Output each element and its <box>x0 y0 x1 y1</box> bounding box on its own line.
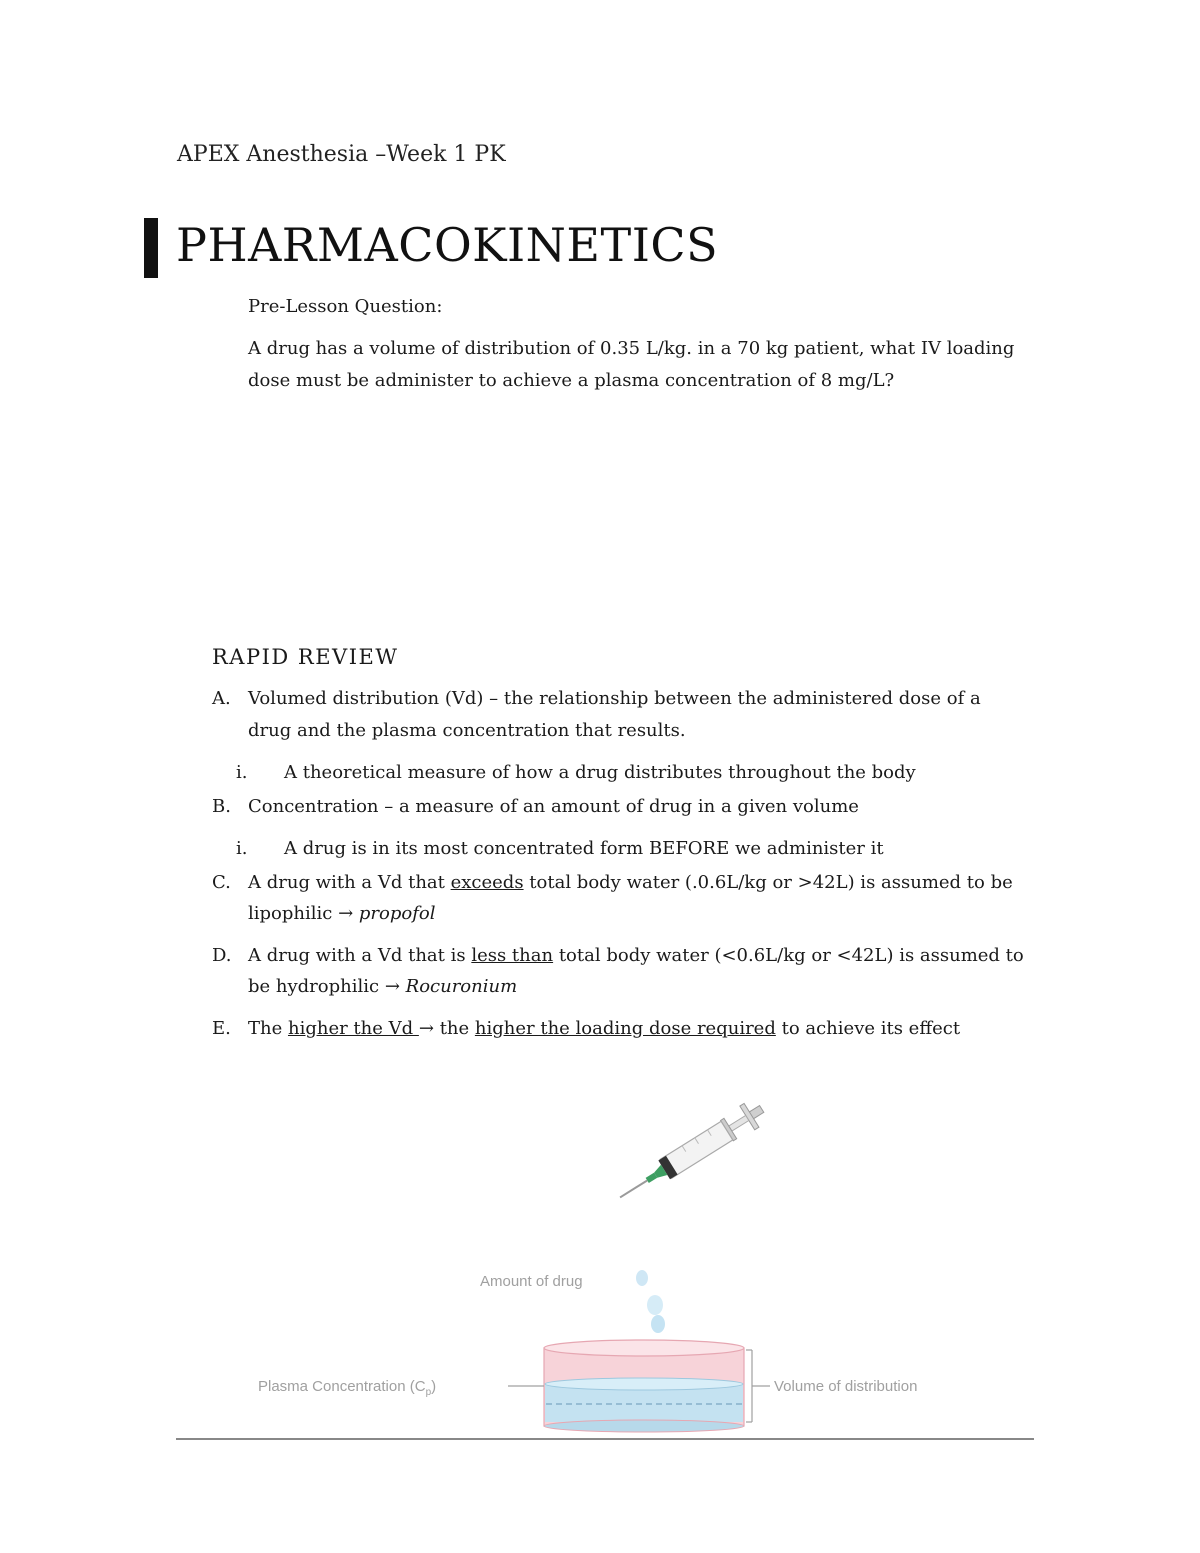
item-d-pre: A drug with a Vd that is <box>248 945 472 966</box>
arrow-right-icon: → <box>384 976 400 997</box>
list-marker-e: E. <box>212 1018 231 1039</box>
drug-name-rocuronium: Rocuronium <box>405 976 518 997</box>
review-item-a-line-2: drug and the plasma concentration that results. <box>248 720 686 741</box>
page-divider <box>176 1438 1034 1440</box>
review-item-b: Concentration – a measure of an amount of drug in a given volume <box>248 796 859 817</box>
document-header: APEX Anesthesia –Week 1 PK <box>177 142 506 167</box>
arrow-right-icon: → <box>418 1018 434 1039</box>
review-item-d-line-1 <box>248 945 1024 966</box>
volume-of-distribution-figure <box>240 1100 1000 1435</box>
item-e-pre: The <box>248 1018 288 1039</box>
item-d-emphasis: less than <box>471 945 554 966</box>
review-subitem-b: A drug is in its most concentrated form BEFORE we administer it <box>284 838 884 859</box>
item-d-post: total body water (<0.6L/kg or <42L) is assumed to <box>553 945 1024 966</box>
review-item-e <box>248 1018 960 1039</box>
item-c-post: total body water (.0.6L/kg or >42L) is assumed to be <box>523 872 1013 893</box>
item-c-line2-pre: lipophilic <box>248 903 339 924</box>
list-marker-b: B. <box>212 796 231 817</box>
beaker-icon <box>544 1340 744 1432</box>
figure-label-volume-of-distribution: Volume of distribution <box>774 1378 918 1395</box>
plasma-label-subscript: p <box>425 1387 432 1398</box>
item-e-emphasis-1: higher the Vd <box>287 1018 419 1039</box>
review-item-c-line-2 <box>248 903 435 924</box>
list-marker-c: C. <box>212 872 231 893</box>
figure-label-amount-of-drug: Amount of drug <box>480 1273 583 1290</box>
drug-name-propofol: propofol <box>358 903 436 924</box>
item-d-line2-pre: be hydrophilic <box>248 976 385 997</box>
plasma-label-main: Plasma Concentration (C <box>258 1378 426 1395</box>
sub-marker-a: i. <box>236 762 248 783</box>
item-e-mid: the <box>433 1018 475 1039</box>
section-heading: RAPID REVIEW <box>212 645 399 669</box>
review-subitem-a: A theoretical measure of how a drug distributes throughout the body <box>284 762 916 783</box>
plasma-label-end: ) <box>431 1378 437 1395</box>
heading-bar <box>144 218 158 278</box>
review-item-c-line-1 <box>248 872 1013 893</box>
list-marker-d: D. <box>212 945 232 966</box>
item-c-pre: A drug with a Vd that <box>248 872 451 893</box>
list-marker-a: A. <box>212 688 231 709</box>
page-title: PHARMACOKINETICS <box>176 218 719 272</box>
item-e-post: to achieve its effect <box>775 1018 961 1039</box>
item-c-emphasis: exceeds <box>450 872 524 893</box>
item-e-emphasis-2: higher the loading dose required <box>474 1018 776 1039</box>
review-item-d-line-2 <box>248 976 517 997</box>
arrow-right-icon: → <box>338 903 354 924</box>
figure-label-plasma <box>258 1378 436 1398</box>
question-line-2: dose must be administer to achieve a plasma concentration of 8 mg/L? <box>248 370 895 391</box>
question-label: Pre-Lesson Question: <box>248 296 443 317</box>
question-line-1: A drug has a volume of distribution of 0.35 L/kg. in a 70 kg patient, what IV loading <box>248 338 1015 359</box>
review-item-a-line-1: Volumed distribution (Vd) – the relationship between the administered dose of a <box>248 688 981 709</box>
syringe-icon <box>613 1100 769 1209</box>
sub-marker-b: i. <box>236 838 248 859</box>
drug-drops <box>636 1270 665 1333</box>
